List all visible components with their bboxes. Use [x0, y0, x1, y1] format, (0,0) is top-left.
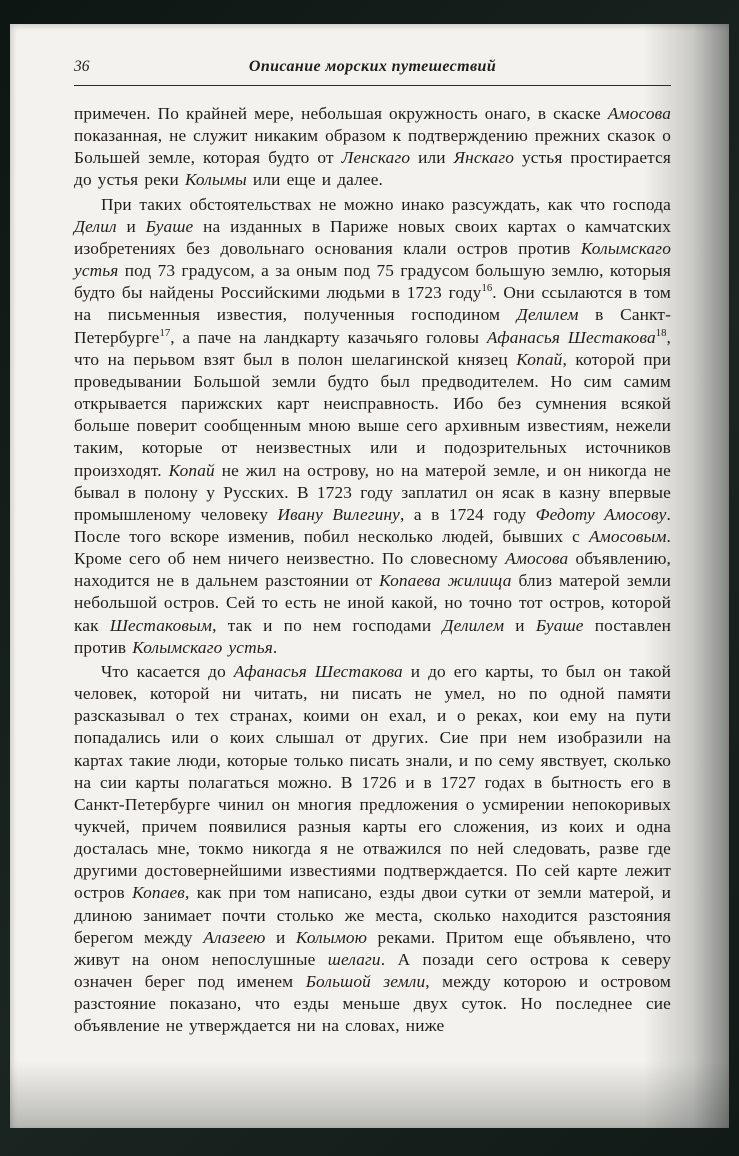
page-number: 36 [74, 58, 90, 75]
paragraph: примечен. По крайней мере, небольшая окружность онаго, в скаске Амосова показанная, не служит никаким образом к подтверждению прежних сказок о Большей земле, которая будто от Ленскаго или Янскаго устья простирается до устья реки Колымы или еще и далее. [74, 104, 671, 190]
page-header [74, 58, 671, 80]
body-text [74, 103, 671, 1038]
book-page [10, 24, 729, 1128]
header-rule [74, 85, 671, 86]
running-header: Описание морских путешествий [248, 58, 497, 75]
paragraph: При таких обстоятельствах не можно инако разсуждать, как что господа Делил и Буаше на изданных в Париже новых своих картах о камчатских изобретениях без довольнаго основания клали остров против Колымскаго устья под 73 градусом, а за оным под 75 градусом большую землю, которыя будто бы найдены Российскими людьми в 1723 году$^{16}$. Они ссылаются в том на письменныя известия, полученныя господином Делилем в Санкт-Петербурге$^{17}$, а паче на ландкарту казачьяго головы Афанасья Шестакова$^{18}$, что на перьвом взят был в полон шелагинской князец Копай, которой при проведывании Большой земли будто был предводителем. Но сим самим открывается парижских карт неисправность. Ибо без сумнения всякой больше поверит сообщенным мною выше сего архивным известиям, нежели таким, которые от неизвестных или и подозрительных источников произходят. Копай не жил на острову, но на матерой земле, и он никогда не бывал в полону у Русских. В 1723 году заплатил он ясак в казну впервые промышленому человеку Ивану Вилегину, а в 1724 году Федоту Амосову. После того вскоре изменив, побил несколько людей, бывших с Амосовым. Кроме сего об нем ничего неизвестно. По словесному Амосова объявлению, находится не в дальнем разстоянии от Копаева жилища близ матерой земли небольшой остров. Сей то есть не иной какой, но точно тот остров, которой как Шестаковым, так и по нем господами Делилем и Буаше поставлен против Колымскаго устья. [74, 194, 671, 657]
page-content [10, 24, 729, 1038]
paragraph: Что касается до Афанасья Шестакова и до его карты, то был он такой человек, которой ни читать, ни писать не умел, но по одной памяти разсказывал о тех странах, коими он ехал, и о реках, кои ему на пути попадались или о коих слышал от других. Сие при нем изобразили на картах такие люди, которые только писать знали, и по сему явствует, сколько на сии карты полагаться можно. В 1726 и в 1727 годах в бытность его в Санкт-Петербурге чинил он многия предложения о усмирении непокоривых чукчей, причем появилися разныя карты его сложения, из коих и одна досталась мне, токмо никогда я не отважился по ней следовать, разве где другими достовернейшими известиями подтверждается. По сей карте лежит остров Копаев, как при том написано, езды двои сутки от земли матерой, и длиною занимает почти столько же места, сколько находится разстояния берегом между Алазеею и Колымою реками. Притом еще объявлено, что живут на оном непослушные шелаги. А позади сего острова к северу означен берег под именем Большой земли, между которою и островом разстояние показано, что езды меньше двух суток. Но последнее сие объявление не утверждается ни на словах, ниже [74, 661, 672, 1036]
